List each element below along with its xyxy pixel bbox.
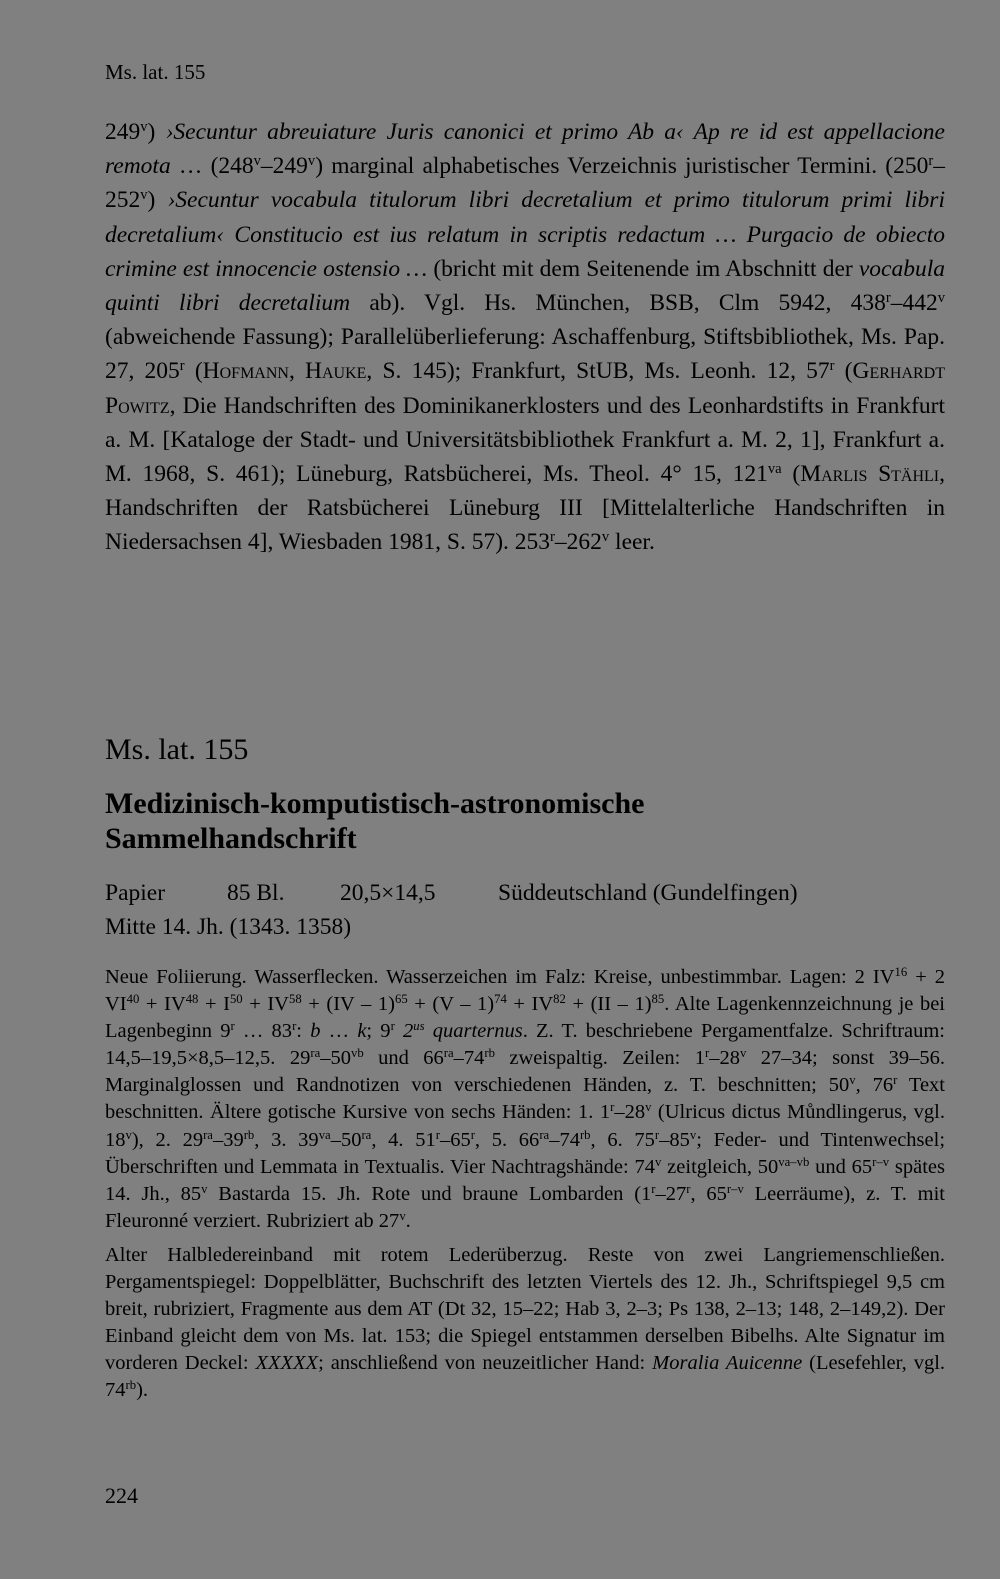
entry-description bbox=[105, 964, 945, 1405]
leaf-count: 85 Bl. bbox=[227, 880, 285, 906]
binding-paragraph: Alter Halbledereinband mit rotem Lederüberzug. Reste von zwei Langriemenschließen. Pergamentspiegel: Doppelblätter, Buchschrift des letzten Viertels des 12. Jh., Schriftspiegel 9,5 cm breit, rubriziert, Fragmente aus dem AT (Dt 32, 15–22; Hab 3, 2–3; Ps 138, 2–13; 148, 2–149,2). Der Einband gleicht dem von Ms. lat. 153; die Spiegel entstammen derselben Bibelhs. Alte Signatur im vorderen Deckel: XXXXX; anschließend von neuzeitlicher Hand: Moralia Auicenne (Lesefehler, vgl. $74^{rb}$). bbox=[105, 1243, 946, 1402]
page-number: 224 bbox=[105, 1483, 138, 1508]
date: Mitte 14. Jh. (1343. 1358) bbox=[105, 914, 352, 940]
codicology-paragraph: Neue Foliierung. Wasserflecken. Wasserzeichen im Falz: Kreise, unbestimmbar. Lagen: 2 $IV^{16} + 2$ $VI^{40} + IV^{48} + I^{50} + IV^{58} + (IV - 1)^{65} + (V - 1)^{74} + IV^{82} + (II - 1)^{85}$. Alte Lagenkennzeichnung je bei Lagenbeginn 9$^r$ … 83$^r$: b … k; 9$^r$ $2^{us}$ quarternus. Z. T. beschriebene Pergamentfalze. Schriftraum: 14,5–19,5×8,5–12,5. $29^{ra}-50^{vb}$ und $66^{ra}-74^{rb}$ zweispaltig. Zeilen: 1$^r$–28$^v$ 27–34; sonst 39–56. Marginalglossen und Randnotizen von verschiedenen Händen, z. T. beschnitten; 50$^v$, 76$^r$ Text beschnitten. Ältere gotische Kursive von sechs Händen: 1. 1$^r$–28$^v$ (Ulricus dictus Můndlingerus, vgl. 18$^v$), 2. $29^{ra}-39^{rb}$, 3. $39^{va}-50^{ra}$, 4. 51$^r$–65$^r$, 5. $66^{ra}-74^{rb}$, 6. 75$^r$–85$^v$; Feder- und Tintenwechsel; Überschriften und Lemmata in Textualis. Vier Nachtragshände: 74$^v$ zeitgleich, $50^{va-vb}$ und 65$^{r-v}$ spätes 14. Jh., 85$^v$ Bastarda 15. Jh. Rote und braune Lombarden (1$^r$–27$^r$, 65$^{r-v}$ Leerräume), z. T. mit Fleuronné verziert. Rubriziert ab 27$^v$. bbox=[105, 965, 946, 1232]
format: 20,5×14,5 bbox=[340, 880, 436, 906]
entry-shelfmark: Ms. lat. 155 bbox=[105, 733, 249, 766]
author-name: Hofmann, Hauke bbox=[202, 358, 367, 385]
preceding-entry-text: 249$^v$) ›Secuntur abreuiature Juris canonici et primo Ab a‹ Ap re id est appellacione remota … (248$^v$–249$^v$) marginal alphabetisches Verzeichnis juristischer Termini. (250$^r$–252$^v$) ›Secuntur vocabula titulorum libri decretalium et primo titulorum primi libri decretalium‹ Constitucio est ius relatum in scriptis redactum … Purgacio de obiecto crimine est innocencie ostensio … (bricht mit dem Seitenende im Abschnitt der vocabula quinti libri decretalium ab). Vgl. Hs. München, BSB, Clm 5942, 438$^r$–442$^v$ (abweichende Fassung); Parallelüberlieferung: Aschaffenburg, Stiftsbibliothek, Ms. Pap. 27, 205$^r$ (Hofmann, Hauke, S. 145); Frankfurt, StUB, Ms. Leonh. 12, 57$^r$ (Gerhardt Powitz, Die Handschriften des Dominikanerklosters und des Leonhardstifts in Frankfurt a. M. [Kataloge der Stadt- und Universitätsbibliothek Frankfurt a. M. 2, 1], Frankfurt a. M. 1968, S. 461); Lüneburg, Ratsbücherei, Ms. Theol. 4° 15, $121^{va}$ (Marlis Stähli, Handschriften der Ratsbücherei Lüneburg III [Mittelalterliche Handschriften in Niedersachsen 4], Wiesbaden 1981, S. 57). 253$^r$–262$^v$ leer. bbox=[105, 119, 946, 556]
author-name: Gerhardt Powitz bbox=[105, 358, 946, 419]
entry-title: Medizinisch-komputistisch-astronomische Sammelhandschrift bbox=[105, 787, 645, 855]
author-name: Marlis Stähli bbox=[800, 461, 940, 488]
material: Papier bbox=[105, 880, 166, 906]
origin: Süddeutschland (Gundelfingen) bbox=[498, 880, 798, 906]
running-head: Ms. lat. 155 bbox=[105, 60, 206, 84]
